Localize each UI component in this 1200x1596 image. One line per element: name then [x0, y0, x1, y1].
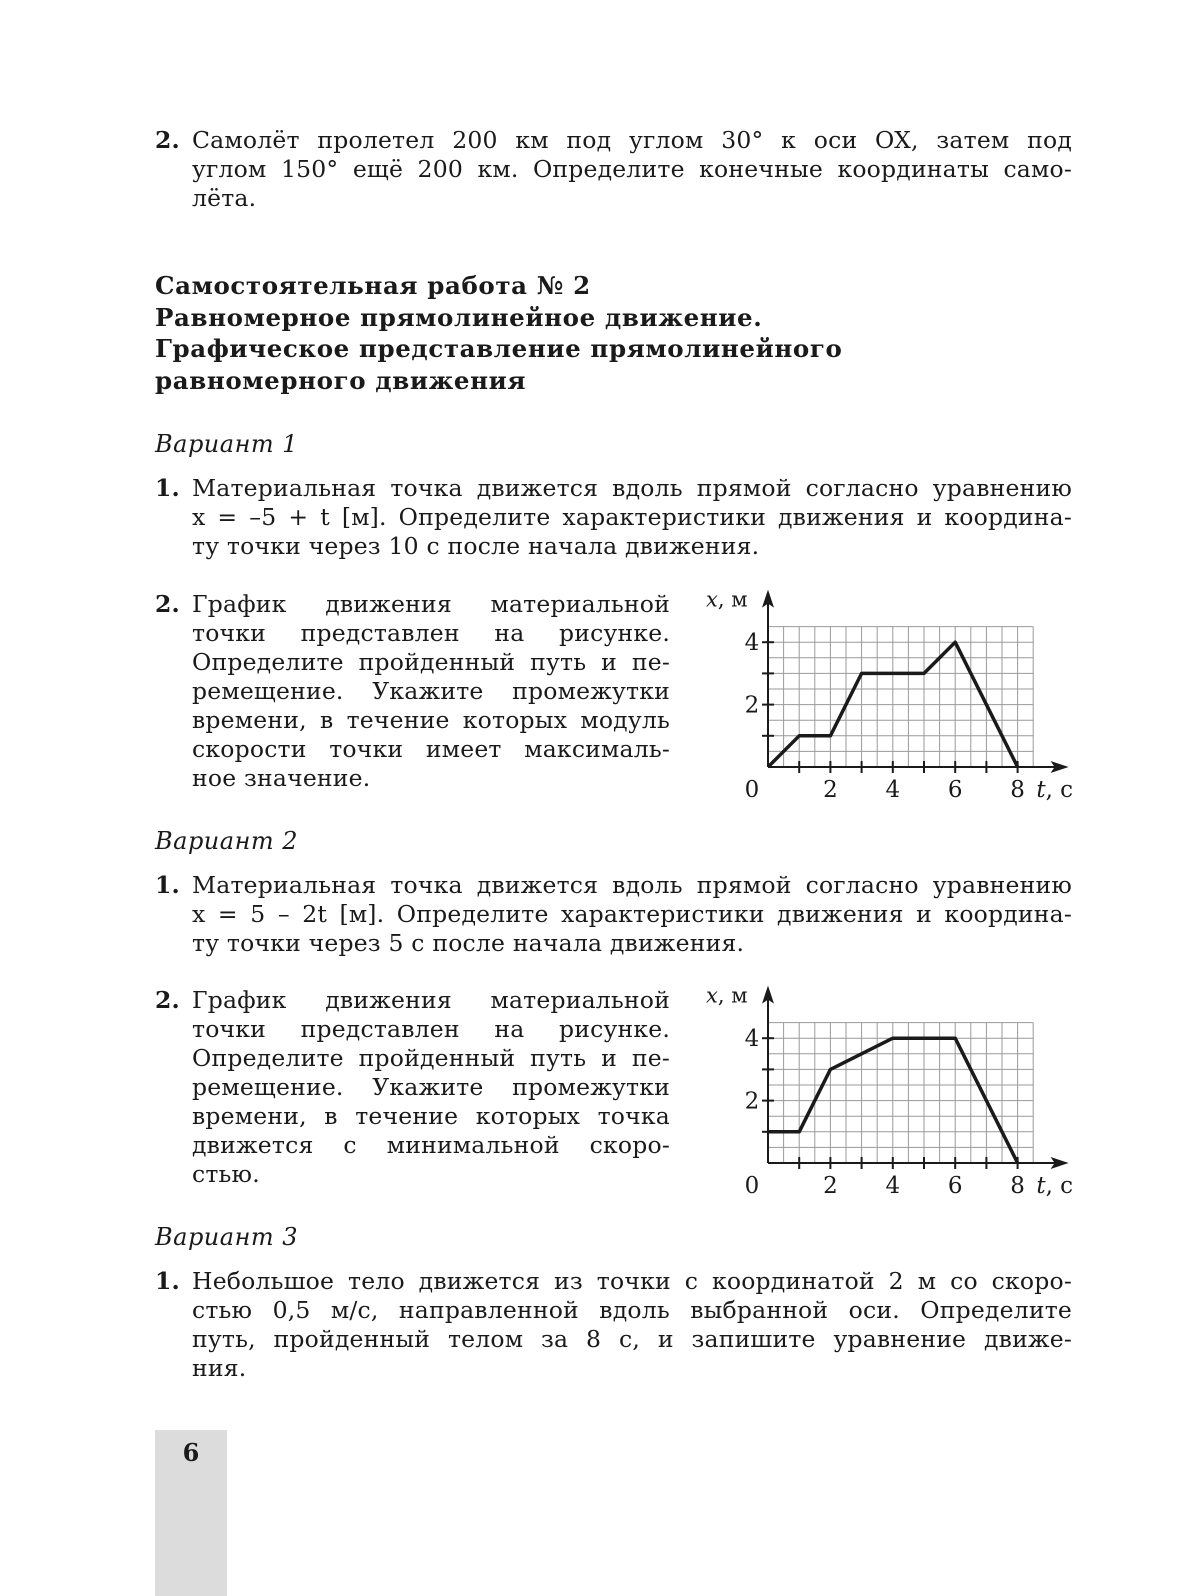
problem-text-line: скорости точки имеет максималь- — [192, 735, 670, 763]
problem-text-line: времени, в течение которых модуль — [192, 706, 670, 734]
heading-line: Графическое представление прямолинейного — [155, 334, 843, 363]
y-tick-label: 4 — [744, 630, 760, 657]
x-tick-label: 4 — [885, 1173, 901, 1199]
problem-text-line: Небольшое тело движется из точки с координатой 2 м со скоро- — [192, 1267, 1072, 1295]
problem-text-line: времени, в течение которых точка — [192, 1102, 670, 1130]
x-tick-label: 0 — [744, 1173, 760, 1199]
x-tick-label: 0 — [744, 777, 760, 803]
problem-text-line: Материальная точка движется вдоль прямой согласно уравнению — [192, 871, 1072, 899]
variant2-problem-1 — [155, 871, 1072, 958]
problem-number: 2. — [155, 986, 180, 1014]
problem-text-line: График движения материальной — [192, 986, 670, 1014]
y-axis-label: x, м — [706, 983, 748, 1008]
x-tick-label: 8 — [1010, 777, 1025, 803]
problem-text-line: ту точки через 10 с после начала движения. — [192, 532, 760, 560]
problem-number: 1. — [155, 474, 180, 502]
x-tick-label: 6 — [947, 1173, 963, 1199]
x-axis-label: t, с — [1036, 1173, 1074, 1199]
problem-text-line: движется с минимальной скоро- — [192, 1131, 670, 1159]
problem-text-line: Определите пройденный путь и пе- — [192, 1044, 670, 1072]
y-axis-label: x, м — [706, 587, 748, 612]
page-number-tab — [155, 1430, 227, 1596]
problem-number: 1. — [155, 1267, 180, 1295]
problem-text-line: x = 5 – 2t [м]. Определите характеристики движения и координа- — [192, 900, 1072, 928]
x-tick-label: 2 — [823, 1173, 838, 1199]
problem-text-line: ремещение. Укажите промежутки — [192, 677, 670, 705]
y-tick-label: 4 — [744, 1026, 760, 1053]
problem-text-line: График движения материальной — [192, 590, 670, 618]
y-tick-label: 2 — [744, 692, 760, 719]
problem-text-line: точки представлен на рисунке. — [192, 1015, 670, 1043]
problem-text-line: ния. — [192, 1354, 247, 1382]
problem-text-line: ремещение. Укажите промежутки — [192, 1073, 670, 1101]
problem-text-line: Материальная точка движется вдоль прямой согласно уравнению — [192, 474, 1072, 502]
page-number: 6 — [182, 1438, 200, 1467]
problem-text-line: лёта. — [192, 184, 257, 212]
problem-text-line: Определите пройденный путь и пе- — [192, 648, 670, 676]
problem-text-line: Самолёт пролетел 200 км под углом 30° к оси OX, затем под — [192, 126, 1072, 154]
problem-text-line: стью 0,5 м/с, направленной вдоль выбранной оси. Определите — [192, 1296, 1072, 1324]
grid — [768, 627, 1033, 767]
problem-text-line: путь, пройденный телом за 8 с, и запишите уравнение движе- — [192, 1325, 1072, 1353]
variant-title: Вариант 2 — [155, 827, 299, 855]
problem-number: 2. — [155, 126, 180, 154]
problem-text-line: x = –5 + t [м]. Определите характеристики движения и координа- — [192, 503, 1072, 531]
x-tick-label: 2 — [823, 777, 838, 803]
problem-text-line: точки представлен на рисунке. — [192, 619, 670, 647]
heading-line: Самостоятельная работа № 2 — [155, 271, 591, 300]
x-axis-label: t, с — [1036, 777, 1074, 803]
problem-number: 2. — [155, 590, 180, 618]
problem-number: 1. — [155, 871, 180, 899]
heading-line: равномерного движения — [155, 365, 527, 395]
variant-title: Вариант 1 — [155, 430, 299, 458]
x-tick-label: 8 — [1010, 1173, 1025, 1199]
variant2-problem-2 — [155, 986, 670, 1189]
x-tick-label: 6 — [947, 777, 963, 803]
heading-line: Равномерное прямолинейное движение. — [155, 302, 763, 332]
problem-text-line: ное значение. — [192, 764, 371, 792]
problem-text-line: ту точки через 5 с после начала движения. — [192, 929, 745, 957]
x-tick-label: 4 — [885, 777, 901, 803]
y-tick-label: 2 — [744, 1088, 760, 1115]
problem-text-line: углом 150° ещё 200 км. Определите конечные координаты само- — [192, 155, 1072, 183]
variant3-problem-1 — [155, 1267, 1072, 1383]
variant-title: Вариант 3 — [155, 1223, 299, 1251]
problem-text-line: стью. — [192, 1160, 260, 1188]
